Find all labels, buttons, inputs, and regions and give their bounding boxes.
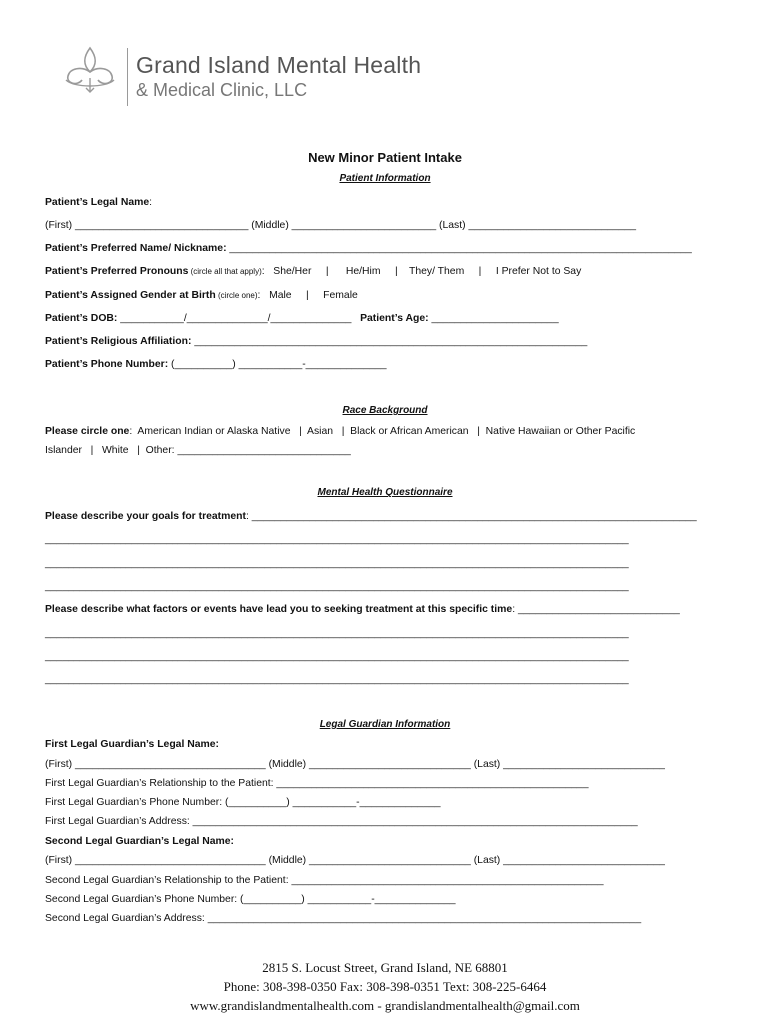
factors-answer-line[interactable]: _____________________________________________________________________________________________________: [45, 628, 629, 639]
goals-answer-line[interactable]: _____________________________________________________________________________________________________: [45, 534, 629, 545]
race-options-line2[interactable]: Islander | White | Other: ______________________________: [45, 445, 351, 456]
gender-row: [45, 289, 358, 303]
goals-answer-line[interactable]: _____________________________________________________________________________________________________: [45, 558, 629, 569]
first-guardian-title: First Legal Guardian’s Legal Name:: [45, 739, 219, 750]
pronouns-label: Patient’s Preferred Pronouns: [45, 266, 189, 277]
age-field[interactable]: ______________________: [428, 313, 559, 324]
religion-row: [45, 335, 587, 349]
dob-field[interactable]: ___________/______________/______________: [117, 313, 352, 324]
form-title: New Minor Patient Intake: [308, 150, 462, 165]
section-heading-patient-information: Patient Information: [339, 173, 431, 184]
factors-first-line[interactable]: : ____________________________: [512, 604, 680, 615]
gender-note: (circle one): [215, 291, 258, 300]
goals-answer-line[interactable]: _____________________________________________________________________________________________________: [45, 581, 629, 592]
factors-label: Please describe what factors or events have lead you to seeking treatment at this specific time: [45, 604, 513, 615]
second-guardian-phone[interactable]: Second Legal Guardian’s Phone Number: (__________) ___________-______________: [45, 894, 456, 905]
factors-answer-line[interactable]: _____________________________________________________________________________________________________: [45, 674, 629, 685]
race-row-1: [45, 425, 635, 439]
second-guardian-title: Second Legal Guardian’s Legal Name:: [45, 836, 235, 847]
age-label: Patient’s Age:: [351, 313, 429, 324]
dob-label: Patient’s DOB:: [45, 313, 118, 324]
goals-first-line[interactable]: : _____________________________________________________________________________: [245, 511, 697, 522]
preferred-name-label: Patient’s Preferred Name/ Nickname:: [45, 243, 227, 254]
footer-phones: Phone: 308-398-0350 Fax: 308-398-0351 Text: 308-225-6464: [223, 979, 547, 994]
first-guardian-address[interactable]: First Legal Guardian’s Address: _____________________________________________________________________________: [45, 816, 638, 827]
gender-options[interactable]: : Male | Female: [257, 290, 358, 301]
legal-name-label: Patient’s Legal Name: [45, 197, 150, 208]
pronouns-row: [45, 265, 581, 279]
religion-field[interactable]: ____________________________________________________________________: [191, 336, 588, 347]
goals-row: [45, 510, 697, 524]
logo-divider: [127, 48, 128, 106]
legal-name-heading: [45, 196, 152, 210]
footer-web-email[interactable]: www.grandislandmentalhealth.com - grandislandmentalhealth@gmail.com: [190, 998, 580, 1013]
clinic-logo-icon: [60, 44, 120, 100]
race-prompt: Please circle one: [45, 426, 130, 437]
section-heading-legal-guardian: Legal Guardian Information: [319, 719, 451, 730]
pronouns-note: (circle all that apply): [188, 267, 262, 276]
race-options-line1[interactable]: : American Indian or Alaska Native | Asian | Black or African American | Native Hawaiian or Other Pacific: [129, 426, 636, 437]
first-guardian-name-fields[interactable]: (First) _________________________________ (Middle) ____________________________ (Last) ____________________________: [45, 759, 665, 770]
first-guardian-phone[interactable]: First Legal Guardian’s Phone Number: (__________) ___________-______________: [45, 797, 441, 808]
phone-row: [45, 358, 387, 372]
second-guardian-relationship[interactable]: Second Legal Guardian’s Relationship to the Patient: ______________________________________________________: [45, 875, 604, 886]
factors-row: [45, 603, 680, 617]
footer-address: 2815 S. Locust Street, Grand Island, NE 68801: [262, 960, 508, 975]
gender-label: Patient’s Assigned Gender at Birth: [45, 290, 216, 301]
patient-name-fields[interactable]: (First) ______________________________ (Middle) _________________________ (Last) _____________________________: [45, 220, 637, 231]
patient-phone-label: Patient’s Phone Number:: [45, 359, 169, 370]
factors-answer-line[interactable]: _____________________________________________________________________________________________________: [45, 651, 629, 662]
section-heading-race: Race Background: [342, 405, 428, 416]
clinic-subtitle: & Medical Clinic, LLC: [136, 80, 308, 100]
religion-label: Patient’s Religious Affiliation:: [45, 336, 192, 347]
second-guardian-address[interactable]: Second Legal Guardian’s Address: ___________________________________________________________________________: [45, 913, 642, 924]
dob-age-row: [45, 312, 559, 326]
patient-phone-field[interactable]: (__________) ___________-______________: [168, 359, 387, 370]
preferred-name-row: [45, 242, 692, 256]
goals-label: Please describe your goals for treatment: [45, 511, 246, 522]
section-heading-mental-health: Mental Health Questionnaire: [317, 487, 453, 498]
legal-name-colon: :: [149, 197, 153, 208]
preferred-name-field[interactable]: ________________________________________________________________________________: [226, 243, 692, 254]
first-guardian-relationship[interactable]: First Legal Guardian’s Relationship to the Patient: ______________________________________________________: [45, 778, 589, 789]
second-guardian-name-fields[interactable]: (First) _________________________________ (Middle) ____________________________ (Last) ____________________________: [45, 855, 665, 866]
clinic-name: Grand Island Mental Health: [136, 52, 422, 78]
pronouns-options[interactable]: : She/Her | He/Him | They/ Them | I Prefer Not to Say: [261, 266, 582, 277]
